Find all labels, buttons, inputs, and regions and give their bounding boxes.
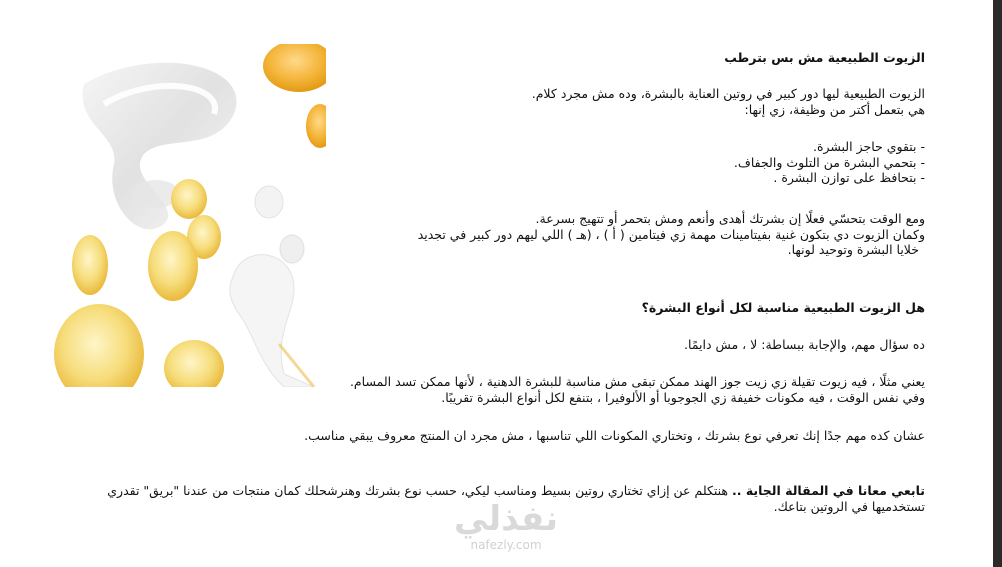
intro-line: هي بتعمل أكتر من وظيفة، زي إنها:: [744, 101, 925, 117]
paragraph-line: عشان كده مهم جدًا إنك تعرفي نوع بشرتك ، وتختاري المكونات اللي تناسبها ، مش مجرد ان المنتج معروف يبقي مناسب.: [304, 428, 925, 443]
watermark-url: nafezly.com: [470, 538, 542, 552]
next-article-text: هنتكلم عن إزاي تختاري روتين بسيط ومناسب ليكي، حسب نوع بشرتك وهنرشحلك كمان منتجات من عندنا "بريق" تقدري: [107, 483, 732, 498]
paragraph-line: يعني مثلًا ، فيه زيوت تقيلة زي زيت جوز الهند ممكن تبقى مش مناسبة للبشرة الدهنية ، لأنها ممكن تسد المسام.: [349, 374, 925, 389]
list-item: - بتحمي البشرة من التلوث والجفاف.: [733, 154, 925, 170]
skin-types-heading: هل الزيوت الطبيعية مناسبة لكل أنواع البشرة؟: [641, 300, 925, 315]
paragraph-line: ومع الوقت بتحسّي فعلًا إن بشرتك أهدى وأنعم ومش بتحمر أو تتهيج بسرعة.: [535, 211, 925, 226]
list-item: - بتحافظ على توازن البشرة .: [773, 170, 925, 185]
list-item: - بتقوي حاجز البشرة.: [812, 139, 925, 154]
section-heading-1: [724, 50, 925, 66]
section-heading-2: [642, 300, 925, 316]
paragraph-line: خلايا البشرة وتوحيد لونها.: [787, 242, 919, 257]
scrollbar[interactable]: [993, 0, 1002, 567]
paragraph-line: تستخدميها في الروتين بتاعك.: [773, 498, 925, 514]
intro-paragraph: [532, 86, 925, 117]
oil-drops-image: [44, 44, 326, 387]
intro-line: الزيوت الطبيعية ليها دور كبير في روتين العناية بالبشرة، وده مش مجرد كلام.: [531, 86, 925, 101]
advice-paragraph: [304, 428, 925, 444]
oil-drops-illustration: [44, 44, 326, 387]
paragraph-line: وكمان الزيوت دي بتكون غنية بفيتامينات مهمة زي فيتامين ( أ ) ، (هـ ) اللي ليهم دور كبير في تجديد: [417, 226, 925, 242]
watermark-logo-text: نفذلي: [453, 499, 559, 539]
vitamins-paragraph: [418, 211, 925, 258]
natural-oils-heading: الزيوت الطبيعية مش بس بترطب: [724, 50, 925, 65]
nafezly-watermark: [436, 500, 576, 567]
examples-paragraph: [350, 374, 925, 405]
paragraph-line: وفي نفس الوقت ، فيه مكونات خفيفة زي الجوجوبا أو الألوفيرا ، بتنفع لكل أنواع البشرة تقريبًا.: [441, 389, 925, 405]
paragraph-line: [107, 483, 925, 499]
paragraph-line: ده سؤال مهم، والإجابة ببساطة: لا ، مش دايمًا.: [684, 337, 925, 352]
answer-paragraph: [684, 337, 925, 353]
next-article-lead: تابعي معانا في المقالة الجاية ..: [731, 483, 925, 498]
benefits-list: [734, 139, 925, 186]
